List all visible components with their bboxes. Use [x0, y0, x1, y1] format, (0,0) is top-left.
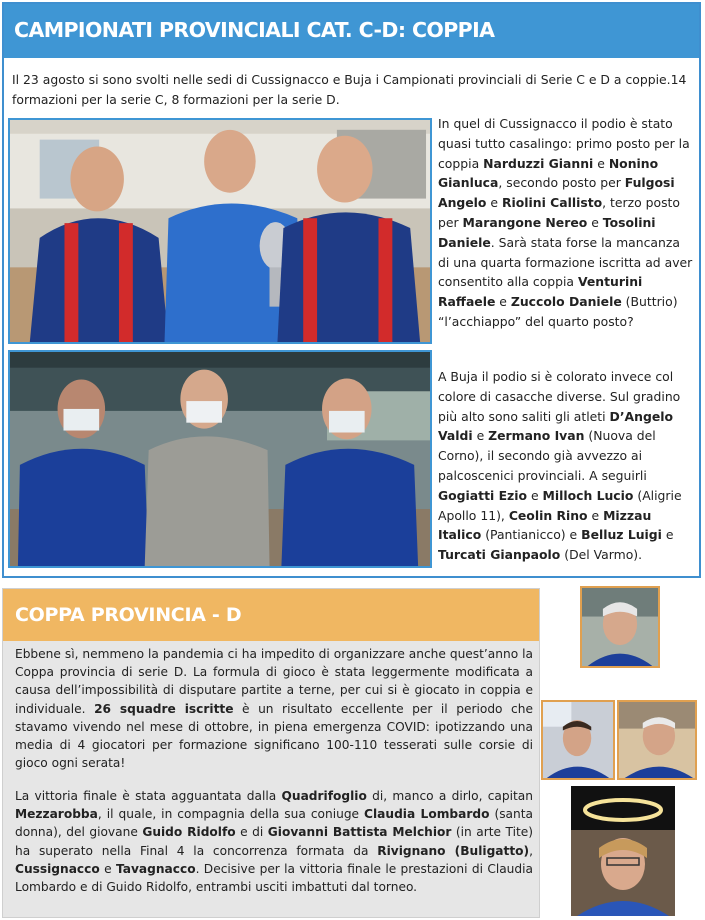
bold-name: Venturini Raffaele: [438, 274, 643, 310]
section-coppa-provincia: [2, 588, 540, 918]
bold-name: Tosolini Daniele: [438, 214, 656, 250]
text-run: ,: [529, 843, 533, 858]
bold-name: 26 squadre iscritte: [94, 701, 234, 716]
bold-name: Ceolin Rino: [508, 507, 588, 523]
portrait-giovanni-battista-melchior: [617, 700, 697, 780]
text-run: è un risultato eccellente per il periodo che stavamo vivendo nel mese di ottobre, in piena emergenza COVID: ipotizzando una media di 4 giocatori per formazione significano 100-110 tesserati sulle corsie di gioco ogni serata!: [15, 701, 533, 771]
bold-name: Zermano Ivan: [488, 428, 585, 444]
coppa-paragraph-2: [15, 787, 533, 896]
portrait-claudia-lombardo-halo: [571, 786, 675, 916]
bold-name: Claudia Lombardo: [364, 807, 490, 822]
portrait-guido-ridolfo: [541, 700, 615, 780]
bold-name: D’Angelo Valdi: [438, 408, 673, 444]
text-run: . Decisive per la vittoria finale le prestazioni di Claudia Lombardo e di Guido Ridolfo, entrambi usciti imbattuti dal torneo.: [15, 861, 533, 895]
text-run: e: [99, 861, 116, 876]
bold-name: Belluz Luigi: [581, 527, 662, 543]
text-run: di, manco a dirlo, capitan: [366, 789, 533, 803]
bold-name: Quadrifoglio: [281, 789, 367, 803]
bold-name: Giovanni Battista Melchior: [267, 825, 452, 840]
bold-name: Mizzau Italico: [438, 507, 652, 543]
bold-name: Gogiatti Ezio: [438, 487, 528, 503]
text-run: e: [472, 428, 489, 444]
text-run: , il quale, in compagnia della sua coniuge: [97, 807, 365, 822]
text-run: e: [527, 487, 543, 503]
text-run: e: [587, 214, 603, 230]
text-run: e: [593, 155, 609, 171]
bold-name: Narduzzi Gianni: [483, 155, 594, 171]
text-run: Ebbene sì, nemmeno la pandemia ci ha impedito di organizzare anche quest’anno la Coppa provincia di serie D. La formula di gioco è stata leggermente modificata a causa dell’impossibilità di disputare partite a terne, per cui si è giocato in coppia e individuale.: [15, 647, 533, 716]
intro-paragraph: Il 23 agosto si sono svolti nelle sedi di Cussignacco e Buja i Campionati provinciali di Serie C e D a coppie.14 formazioni per la serie C, 8 formazioni per la serie D.: [12, 72, 687, 107]
bold-name: Marangone Nereo: [462, 214, 588, 230]
photo-cussignacco-podium: [8, 118, 432, 344]
text-run: e: [486, 195, 502, 211]
text-run: In quel di Cussignacco il podio è stato quasi tutto casalingo: primo posto per la coppia: [438, 116, 690, 171]
text-run: A Buja il podio si è colorato invece col colore di casacche diverse. Sul gradino più alto sono saliti gli atleti: [438, 369, 681, 424]
bold-name: Zuccolo Daniele: [510, 294, 622, 310]
text-run: (Nuova del Corno), il secondo già avvezzo ai palcoscenici provinciali. A seguirli: [438, 428, 656, 483]
text-run: , secondo posto per: [498, 175, 625, 191]
bold-name: Cussignacco: [15, 861, 100, 876]
section-title: COPPA PROVINCIA - D: [15, 604, 242, 626]
text-run: e: [587, 507, 604, 523]
coppa-paragraph-1: [15, 645, 533, 772]
bold-name: Riolini Callisto: [501, 195, 603, 211]
bold-name: Milloch Lucio: [542, 487, 634, 503]
bold-name: Turcati Gianpaolo: [438, 547, 561, 563]
photo-buja-podium: [8, 350, 432, 568]
bold-name: Rivignano (Buligatto): [377, 843, 530, 858]
text-run: (Del Varmo).: [560, 547, 643, 563]
section-header: [3, 589, 539, 641]
bold-name: Nonino Gianluca: [438, 155, 659, 191]
bold-name: Guido Ridolfo: [142, 825, 236, 840]
section-header: [4, 4, 699, 58]
text-run: (santa donna), del giovane: [15, 807, 533, 840]
text-run: , terzo posto per: [438, 195, 680, 230]
bold-name: Fulgosi Angelo: [438, 175, 675, 211]
text-buja: [438, 367, 694, 565]
text-run: (Buttrio) “l’acchiappo” del quarto posto?: [438, 294, 678, 329]
text-run: (Pantianicco) e: [481, 527, 582, 543]
text-run: e: [495, 294, 511, 310]
text-run: La vittoria finale è stata agguantata dalla: [15, 789, 282, 803]
bold-name: Tavagnacco: [115, 861, 196, 876]
bold-name: Mezzarobba: [15, 807, 98, 822]
text-run: . Sarà stata forse la mancanza di una quarta formazione iscritta ad aver consentito alla coppia: [438, 234, 693, 290]
section-title: CAMPIONATI PROVINCIALI CAT. C-D: COPPIA: [14, 18, 495, 42]
text-run: (in arte Tite) ha superato nella Final 4 la concorrenza formata da: [15, 825, 534, 858]
portrait-mezzarobba: [580, 586, 660, 668]
text-cussignacco: [438, 114, 694, 332]
text-run: e di: [235, 825, 268, 840]
text-run: e: [661, 527, 674, 543]
text-run: (Aligrie Apollo 11),: [438, 487, 682, 523]
